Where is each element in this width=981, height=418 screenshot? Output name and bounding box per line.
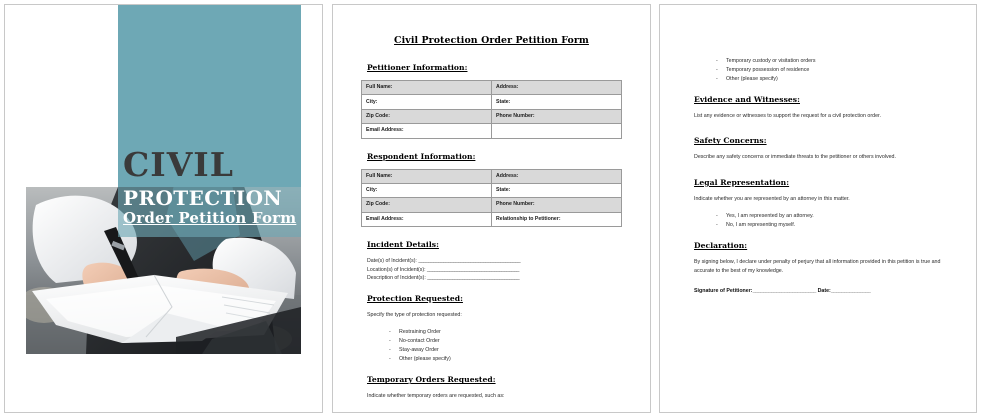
list-item[interactable]: - No-contact Order	[389, 337, 622, 346]
cell-city-label: City:	[362, 183, 492, 197]
table-row	[362, 198, 622, 212]
list-item[interactable]: - Stay-away Order	[389, 346, 622, 355]
table-row	[362, 212, 622, 226]
safety-concerns-text: Describe any safety concerns or immediate threats to the petitioner or others involved.	[694, 154, 896, 161]
cell-zip-code-label: Zip Code:	[362, 109, 492, 123]
top-spacer	[688, 35, 948, 57]
heading-petitioner-information: Petitioner Information:	[367, 63, 468, 72]
table-row	[362, 169, 622, 183]
cell-empty	[492, 124, 622, 138]
date-rule[interactable]: _______________	[830, 288, 871, 295]
heading-protection-requested: Protection Requested:	[367, 293, 463, 303]
cover-title-civil: CIVIL	[123, 145, 234, 184]
cell-full-name-label: Full Name:	[362, 81, 492, 95]
page-2-body	[333, 5, 650, 413]
list-item[interactable]: - Other (please specify)	[389, 355, 622, 364]
signature-label: Signature of Petitioner:	[694, 288, 753, 295]
list-item[interactable]: - Yes, I am represented by an attorney.	[716, 212, 948, 221]
cell-full-name-label: Full Name:	[362, 169, 492, 183]
evidence-and-witnesses-text: List any evidence or witnesses to support the request for a civil protection order.	[694, 113, 881, 119]
cell-address-label: Address:	[492, 169, 622, 183]
declaration-text: By signing below, I declare under penalty of perjury that all information provided in this petition is true and accurate to the best of my knowledge.	[694, 259, 941, 274]
cover-title-block	[118, 145, 301, 237]
cell-phone-number-label: Phone Number:	[492, 198, 622, 212]
field-rule[interactable]: _____________________________________	[427, 275, 520, 282]
heading-safety-concerns: Safety Concerns:	[694, 136, 767, 146]
signature-rule[interactable]: ________________________	[752, 288, 817, 295]
protection-requested-intro: Specify the type of protection requested:	[367, 311, 462, 318]
field-label: Date(s) of Incident(s):	[367, 258, 417, 264]
field-dates-of-incidents	[367, 257, 622, 266]
petitioner-information-table	[361, 80, 622, 139]
list-item[interactable]: - Temporary possession of residence	[716, 66, 948, 75]
list-item[interactable]: - Restraining Order	[389, 328, 622, 337]
list-item[interactable]: - No, I am representing myself.	[716, 221, 948, 230]
table-row	[362, 95, 622, 109]
page-1-cover	[4, 4, 323, 413]
table-row	[362, 124, 622, 138]
field-rule[interactable]: _____________________________________	[426, 266, 519, 273]
list-item[interactable]: - Other (please specify)	[716, 75, 948, 84]
signature-row	[694, 287, 948, 296]
page-2-form	[332, 4, 651, 413]
cell-email-address-label: Email Address:	[362, 124, 492, 138]
cover-title-order-petition-form: Order Petition Form	[123, 209, 297, 227]
cell-zip-code-label: Zip Code:	[362, 198, 492, 212]
cell-relationship-label: Relationship to Petitioner:	[492, 212, 622, 226]
section-spacer	[688, 129, 948, 136]
field-label: Description of Incident(s):	[367, 275, 426, 282]
field-label: Location(s) of Incident(s):	[367, 266, 426, 273]
cover-title-protection: PROTECTION	[123, 186, 283, 210]
cell-address-label: Address:	[492, 81, 622, 95]
protection-options-list	[361, 328, 622, 364]
table-row	[362, 183, 622, 197]
table-row	[362, 81, 622, 95]
cell-phone-number-label: Phone Number:	[492, 109, 622, 123]
table-row	[362, 109, 622, 123]
page-3-body	[660, 5, 976, 306]
incident-detail-fields	[367, 257, 622, 283]
legal-representation-options-list	[688, 212, 948, 230]
cell-email-address-label: Email Address:	[362, 212, 492, 226]
heading-temporary-orders-requested: Temporary Orders Requested:	[367, 375, 496, 385]
section-spacer	[688, 171, 948, 178]
heading-declaration: Declaration:	[694, 241, 748, 251]
cell-state-label: State:	[492, 183, 622, 197]
temporary-orders-intro: Indicate whether temporary orders are requested, such as:	[367, 393, 505, 400]
cell-city-label: City:	[362, 95, 492, 109]
cell-state-label: State:	[492, 95, 622, 109]
date-label: Date:	[817, 288, 831, 295]
heading-respondent-information: Respondent Information:	[367, 151, 476, 161]
heading-evidence-and-witnesses: Evidence and Witnesses:	[694, 95, 800, 104]
page-title: Civil Protection Order Petition Form	[394, 35, 589, 46]
list-item[interactable]: - Temporary custody or visitation orders	[716, 57, 948, 66]
legal-representation-text: Indicate whether you are represented by an attorney in this matter.	[694, 195, 850, 202]
field-rule[interactable]: _________________________________________	[418, 258, 521, 264]
temporary-orders-options-list	[688, 57, 948, 84]
heading-legal-representation: Legal Representation:	[694, 177, 790, 187]
heading-incident-details: Incident Details:	[367, 240, 439, 249]
respondent-information-table	[361, 169, 622, 228]
field-locations-of-incidents	[367, 266, 622, 275]
page-3-form	[659, 4, 977, 413]
cover-layout	[5, 5, 322, 412]
field-description-of-incidents	[367, 274, 622, 283]
